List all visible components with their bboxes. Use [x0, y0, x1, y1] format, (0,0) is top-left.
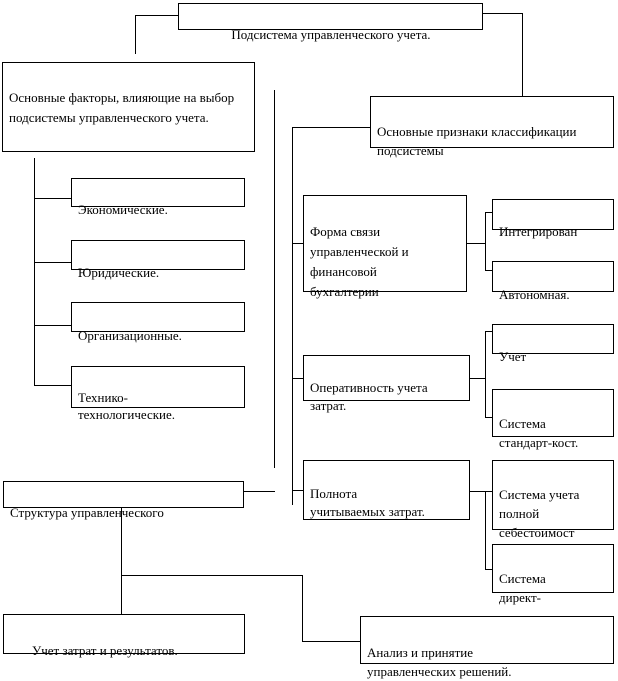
root-box: [178, 3, 483, 42]
structure-title: Структура управленческого: [10, 505, 164, 520]
option-box-3-1: [492, 460, 614, 540]
option-box-1-1: [492, 199, 614, 239]
factor-box-3: [71, 302, 245, 343]
factor-label: Организационные.: [78, 328, 182, 343]
factor-label: Юридические.: [78, 265, 160, 280]
factors-title: Основные факторы, влияющие на выбор подсистемы управленческого учета.: [9, 90, 235, 125]
factor-label: Экономические.: [78, 202, 168, 217]
structure-item-box-1: [3, 614, 245, 658]
option-label: Система учета полной себестоимост: [499, 487, 580, 540]
root-title: Подсистема управленческого учета.: [231, 27, 431, 42]
structure-item-label: Учет затрат и результатов.: [32, 643, 178, 658]
option-label: Интегрирован: [499, 224, 578, 239]
classification-title-box: [370, 96, 614, 158]
factor-box-1: [71, 178, 245, 217]
option-label: Система стандарт-кост.: [499, 416, 579, 450]
group-box-3: [303, 460, 470, 520]
factors-title-box: [2, 62, 255, 152]
option-box-2-1: [492, 324, 614, 364]
structure-item-box-2: [360, 616, 614, 679]
structure-item-label: Анализ и принятие управленческих решений.: [367, 645, 512, 679]
connector-classification-spine: [293, 128, 371, 506]
classification-title: Основные признаки классификации подсистемы: [377, 124, 577, 158]
group-label: Оперативность учета затрат.: [310, 380, 428, 413]
factor-label: Технико- технологические.: [78, 390, 176, 422]
factor-box-4: [71, 366, 245, 422]
group-box-2: [303, 355, 470, 413]
option-label: Учет: [499, 349, 527, 364]
group-label: Полнота учитываемых затрат.: [310, 486, 425, 519]
connector-root-classification: [483, 14, 523, 97]
option-box-3-2: [492, 544, 614, 605]
factor-box-2: [71, 240, 245, 280]
connector-root-factors: [136, 16, 179, 55]
structure-box: [3, 481, 244, 520]
option-box-1-2: [492, 261, 614, 302]
group-label: Форма связи управленческой и финансовой бухгалтерии: [310, 224, 409, 299]
option-box-2-2: [492, 389, 614, 450]
option-label: Система директ-: [499, 571, 546, 605]
option-label: Автономная.: [499, 287, 570, 302]
group-box-1: [303, 195, 467, 299]
